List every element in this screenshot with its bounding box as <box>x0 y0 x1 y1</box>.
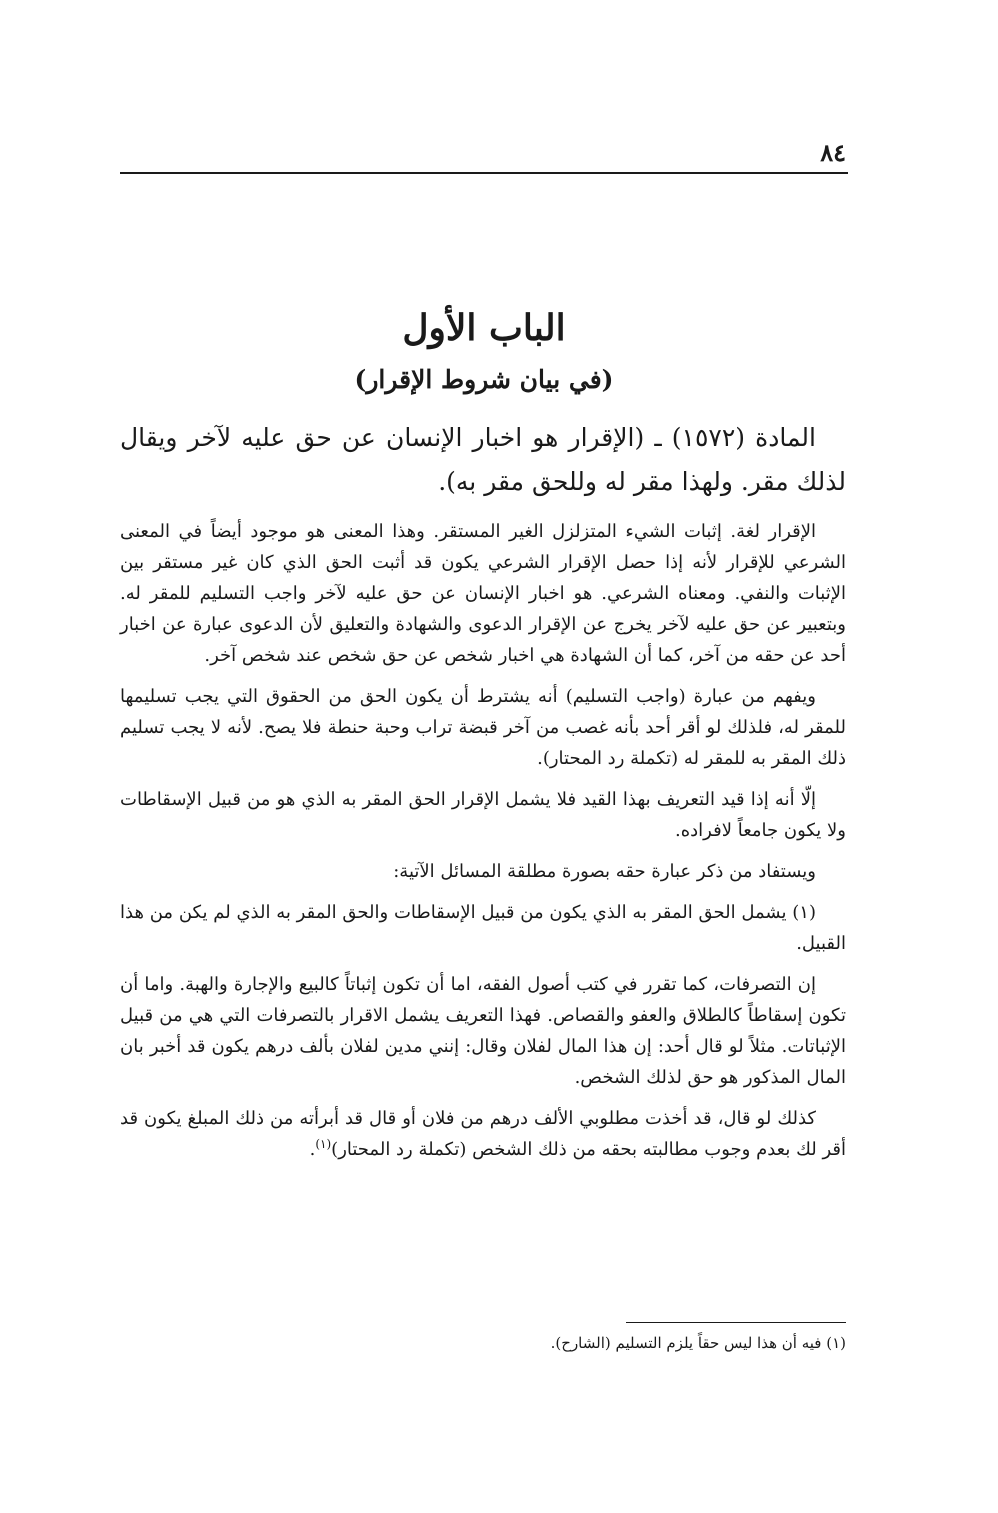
paragraph-last-text: كذلك لو قال، قد أخذت مطلوبي الألف درهم من فلان أو قال قد أبرأته من ذلك المبلغ يكون قد أقر لك بعدم وجوب مطالبته بحقه من ذلك الشخص (تكملة رد المحتار) <box>120 1108 846 1160</box>
paragraph-issues-intro: ويستفاد من ذكر عبارة حقه بصورة مطلقة المسائل الآتية: <box>393 861 816 882</box>
paragraph-restriction: إلّا أنه إذا قيد التعريف بهذا القيد فلا يشمل الإقرار الحق المقر به الذي هو من قبيل الإسقاطات ولا يكون جامعاً لافراده. <box>120 789 846 841</box>
article-text: المادة (١٥٧٢) ـ (الإقرار هو اخبار الإنسان عن حق عليه لآخر ويقال لذلك مقر. ولهذا مقر له وللحق مقر به). <box>120 423 846 496</box>
paragraph-delivery: ويفهم من عبارة (واجب التسليم) أنه يشترط أن يكون الحق من الحقوق التي يجب تسليمها للمقر له، فلذلك لو أقر أحد بأنه غصب من آخر قبضة تراب وحبة حنطة فلا يصح. لأنه لا يجب تسليم ذلك المقر به للمقر له (تكملة رد المحتار). <box>120 686 846 769</box>
paragraph-last <box>120 1103 846 1165</box>
page-number: ٨٤ <box>820 138 846 167</box>
chapter-title: الباب الأول <box>402 307 566 349</box>
paragraph-last-end: . <box>309 1139 316 1160</box>
chapter-subtitle: (في بيان شروط الإقرار) <box>354 365 614 394</box>
header-rule <box>120 172 848 174</box>
footnote: (١) فيه أن هذا ليس حقاً يلزم التسليم (الشارح). <box>550 1334 846 1352</box>
paragraph-issue-one: (١) يشمل الحق المقر به الذي يكون من قبيل الإسقاطات والحق المقر به الذي لم يكن من هذا القبيل. <box>120 902 846 954</box>
body-text <box>120 416 846 1175</box>
paragraph-definition: الإقرار لغة. إثبات الشيء المتزلزل الغير المستقر. وهذا المعنى هو موجود أيضاً في المعنى الشرعي للإقرار لأنه إذا حصل الإقرار الشرعي يكون قد أثبت الحق الذي كان غير مستقر بين الإثبات والنفي. ومعناه الشرعي. هو اخبار الإنسان عن حق عليه لآخر واجب التسليم للمقر له. وبتعبير عن حق عليه لآخر يخرج عن الإقرار الدعوى والشهادة والتعليق لأن الدعوى عبارة عن اخبار أحد عن حقه من آخر، كما أن الشهادة هي اخبار شخص عن حق شخص عند شخص آخر. <box>120 521 846 666</box>
footnote-reference[interactable]: (١) <box>315 1137 332 1151</box>
footnote-rule <box>626 1322 846 1323</box>
paragraph-dispositions: إن التصرفات، كما تقرر في كتب أصول الفقه، اما أن تكون إثباتاً كالبيع والإجارة والهبة. واما أن تكون إسقاطاً كالطلاق والعفو والقصاص. فهذا التعريف يشمل الاقرار بالتصرفات التي هي من قبيل الإثباتات. مثلاً لو قال أحد: إن هذا المال لفلان وقال: إنني مدين لفلان بألف درهم يكون قد أخبر بان المال المذكور هو حق لذلك الشخص. <box>120 974 846 1088</box>
